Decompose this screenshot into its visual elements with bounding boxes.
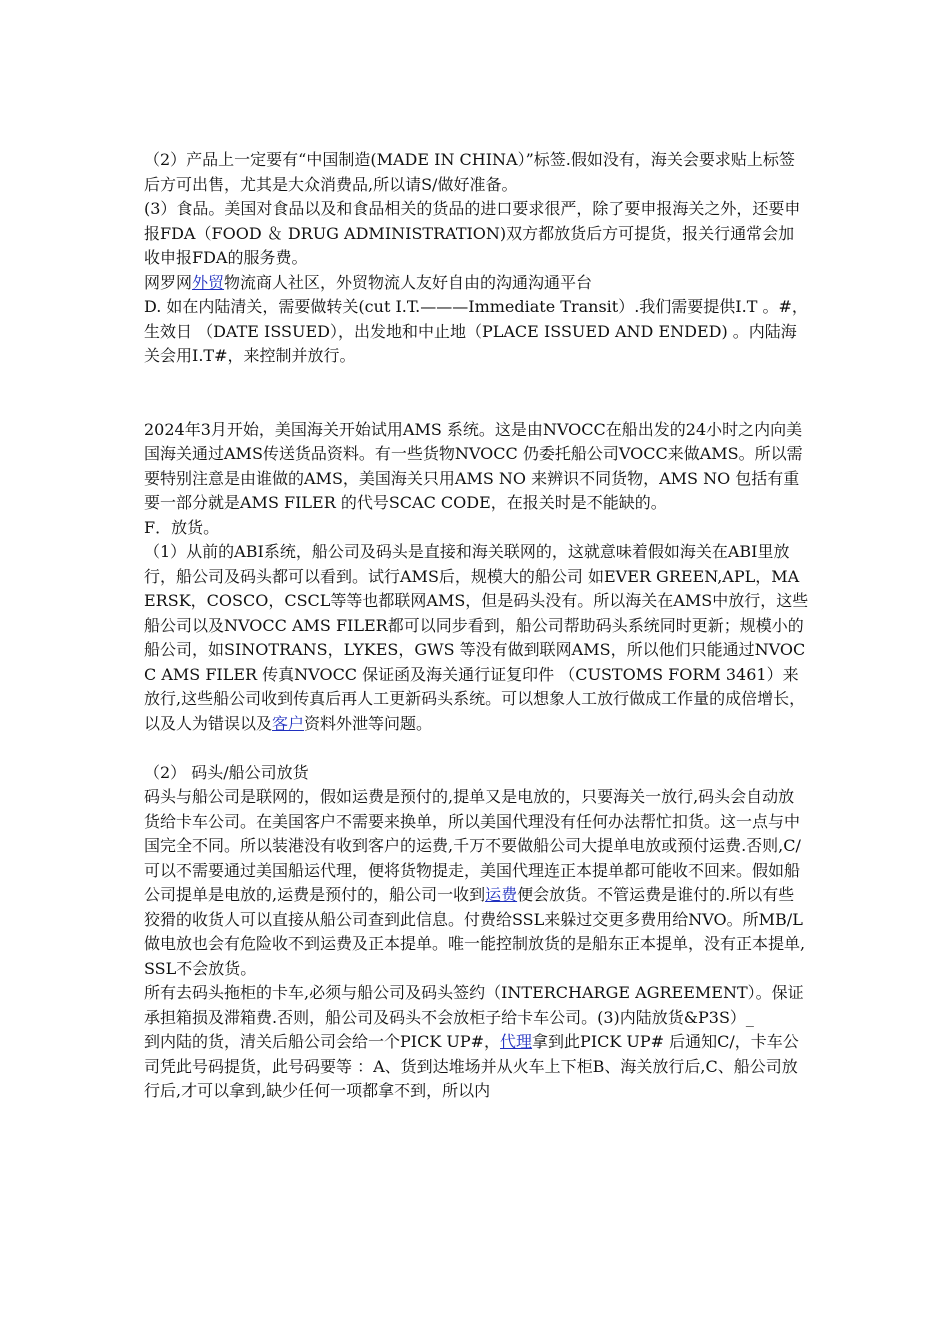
abi-text-after: 资料外泄等问题。: [304, 713, 433, 733]
pickup-text-after: 拿到此PICK UP# 后通知C/，卡车公司凭此号码提货，此号码要等 ：A、货到达堆场并从火车上下柜B、海关放行后,C、船公司放行后,才可以拿到,缺少任何一项都拿不到，所以内: [144, 1032, 799, 1100]
heading-release-cargo: F．放货。: [144, 517, 220, 537]
spacer: [144, 736, 810, 761]
paragraph-community-line: [144, 271, 810, 296]
pickup-text-before: 到内陆的货，清关后船公司会给一个PICK UP#，: [144, 1032, 501, 1051]
abi-text-before: （1）从前的ABI系统，船公司及码头是直接和海关联网的，这就意味着假如海关在ABI里放行，船公司及码头都可以看到。试行AMS后，规模大的船公司 如EVER GREEN,APL，MAERSK，COSCO，CSCL等等也都联网AMS，但是码头没有。所以海关在AMS中放行，这些船公司以及NVOCC AMS FILER都可以同步看到，船公司帮助码头系统同时更新；规模小的船公司，如SINOTRANS，LYKES，GWS 等没有做到联网AMS，所以他们只能通过NVOCC AMS FILER 传真NVOCC 保证函及海关通行证复印件 （CUSTOMS FORM 3461）来放行,这些船公司收到传真后再人工更新码头系统。可以想象人工放行做成工作量的成倍增长，以及人为错误以及: [144, 542, 809, 733]
community-text-before: 网罗网: [144, 272, 193, 292]
community-text-after: 物流商人社区，外贸物流人友好自由的沟通沟通平台: [224, 272, 593, 292]
paragraph-abi-system: [144, 540, 810, 736]
link-freight[interactable]: 运费: [485, 885, 518, 904]
paragraph-food-fda: (3）食品。美国对食品以及和食品相关的货品的进口要求很严，除了要申报海关之外，还要申报FDA（FOOD ＆ DRUG ADMINISTRATION)双方都放货后方可提货，报关行通常会加收申报FDA的服务费。: [144, 199, 801, 267]
terminal-text-before: 码头与船公司是联网的，假如运费是预付的,提单又是电放的，只要海关一放行,码头会自动放货给卡车公司。在美国客户不需要来换单，所以美国代理没有任何办法帮忙扣货。这一点与中国完全不同。所以装港没有收到客户的运费,千万不要做船公司大提单电放或预付运费.否则,C/可以不需要通过美国船运代理，便将货物提走，美国代理连正本提单都可能收不回来。假如船公司提单是电放的,运费是预付的，船公司一收到: [144, 787, 801, 904]
spacer: [144, 369, 810, 418]
paragraph-inland-clearance: D. 如在内陆清关，需要做转关(cut I.T.———Immediate Transit）.我们需要提供I.T 。#， 生效日 （DATE ISSUED），出发地和中止地（PLACE ISSUED AND ENDED) 。内陆海关会用I.T#，来控制并放行。: [144, 297, 808, 365]
link-agent[interactable]: 代理: [500, 1032, 533, 1051]
heading-terminal-release: （2） 码头/船公司放货: [144, 762, 309, 782]
terminal-text-after: 便会放货。不管运费是谁付的.所以有些狡猾的收货人可以直接从船公司查到此信息。付费给SSL来躲过交更多费用给NVO。所MB/L做电放也会有危险收不到运费及正本提单。唯一能控制放货的是船东正本提单，没有正本提单,SSL不会放货。: [144, 885, 806, 978]
paragraph-terminal-network: [144, 785, 810, 981]
paragraph-inland-pickup: [144, 1030, 810, 1104]
link-customer[interactable]: 客户: [272, 713, 305, 733]
paragraph-interchange-agreement: 所有去码头拖柜的卡车,必须与船公司及码头签约（INTERCHARGE AGREEMENT）。保证承担箱损及滞箱费.否则，船公司及码头不会放柜子给卡车公司。(3)内陆放货&P3S）_: [144, 983, 804, 1027]
paragraph-made-in-china-label: （2）产品上一定要有“中国制造(MADE IN CHINA）”标签.假如没有，海关会要求贴上标签后方可出售，尤其是大众消费品,所以请S/做好准备。: [144, 150, 795, 194]
link-foreign-trade[interactable]: 外贸: [192, 272, 225, 292]
paragraph-ams-system: 2024年3月开始，美国海关开始试用AMS 系统。这是由NVOCC在船出发的24小时之内向美国海关通过AMS传送货品资料。有一些货物NVOCC 仍委托船公司VOCC来做AMS。所以需要特别注意是由谁做的AMS，美国海关只用AMS NO 来辨识不同货物，AMS NO 包括有重要一部分就是AMS FILER 的代号SCAC CODE，在报关时是不能缺的。: [144, 419, 803, 512]
document-page: [144, 148, 810, 1104]
